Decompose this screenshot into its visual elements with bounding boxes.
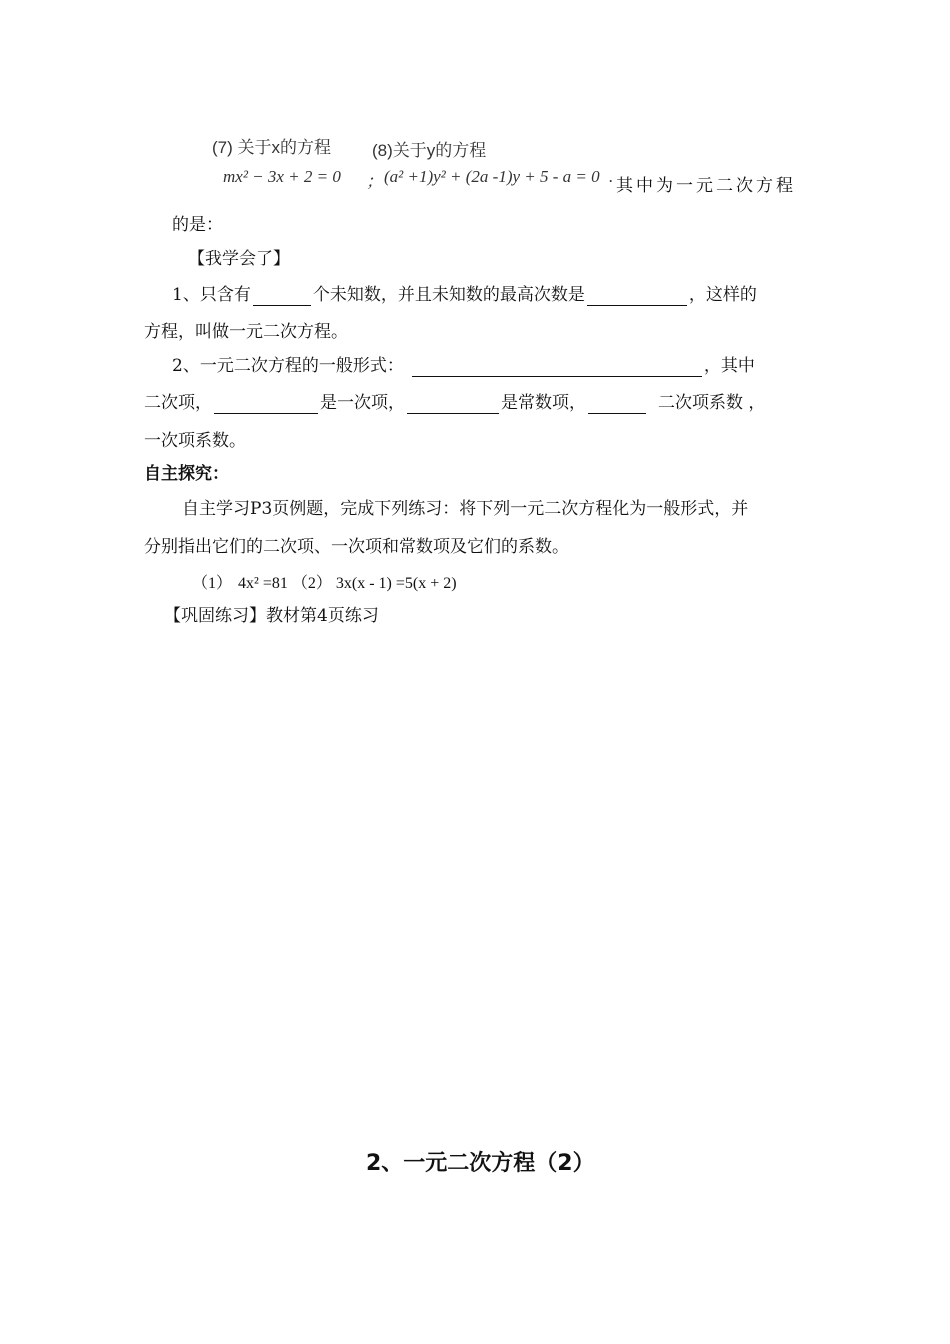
learned-item-2-text-f: 二次项系数 ，: [658, 393, 766, 413]
learned-item-1-cont: 方程，叫做一元二次方程。: [144, 322, 348, 342]
explore-heading: 自主探究：: [144, 464, 229, 484]
fill-blank[interactable]: [587, 287, 687, 306]
learned-item-1-text-b: 个未知数，并且未知数的最高次数是: [312, 285, 585, 305]
learned-item-2-text-b: ，其中: [703, 356, 755, 376]
exercise-1-equation: 4x² =81: [238, 575, 288, 592]
fill-blank[interactable]: [412, 358, 702, 377]
equation-8-math: (a² +1)y² + (2a -1)y + 5 - a = 0: [384, 167, 600, 186]
equation-tail-dot: .: [609, 167, 614, 186]
exercise-list: [192, 570, 457, 593]
learned-item-2-text-e: 是常数项，: [501, 393, 586, 413]
practice-line: 【巩固练习】教材第4页练习: [164, 606, 379, 626]
exercise-1-label: （1）: [192, 575, 233, 592]
learned-heading: 【我学会了】: [188, 249, 290, 269]
learned-item-2-text-d: 是一次项，: [320, 393, 405, 413]
next-section-title: 2、一元二次方程（2）: [366, 1151, 595, 1176]
learned-item-1: [172, 284, 757, 306]
learned-item-1-text-c: ，这样的: [688, 285, 757, 305]
fill-blank[interactable]: [253, 287, 311, 306]
question-tail: 其中为一元二次方程: [616, 176, 796, 196]
equation-7-label: (7) 关于x的方程: [212, 138, 331, 157]
explore-paragraph-line2: 分别指出它们的二次项、一次项和常数项及它们的系数。: [144, 537, 569, 557]
fill-blank[interactable]: [407, 395, 499, 414]
equation-separator: ；: [366, 172, 383, 191]
learned-item-2: [172, 355, 755, 377]
learned-item-2-line3: 一次项系数。: [144, 431, 246, 451]
fill-blank[interactable]: [588, 395, 646, 414]
equation-8-label: (8)关于y的方程: [372, 141, 487, 160]
learned-item-1-text-a: 1、只含有: [172, 285, 251, 305]
explore-paragraph-line1: 自主学习P3页例题，完成下列练习：将下列一元二次方程化为一般形式，并: [182, 499, 749, 519]
learned-item-2-line2: [144, 392, 765, 414]
learned-item-2-text-c: 二次项，: [144, 393, 212, 413]
question-tail-2: 的是：: [172, 215, 223, 235]
learned-item-2-text-a: 2、一元二次方程的一般形式：: [172, 356, 404, 376]
fill-blank[interactable]: [214, 395, 318, 414]
exercise-2-equation: 3x(x - 1) =5(x + 2): [335, 575, 457, 592]
exercise-2-label: （2）: [291, 575, 332, 592]
equation-7-math: mx² − 3x + 2 = 0: [223, 167, 341, 186]
